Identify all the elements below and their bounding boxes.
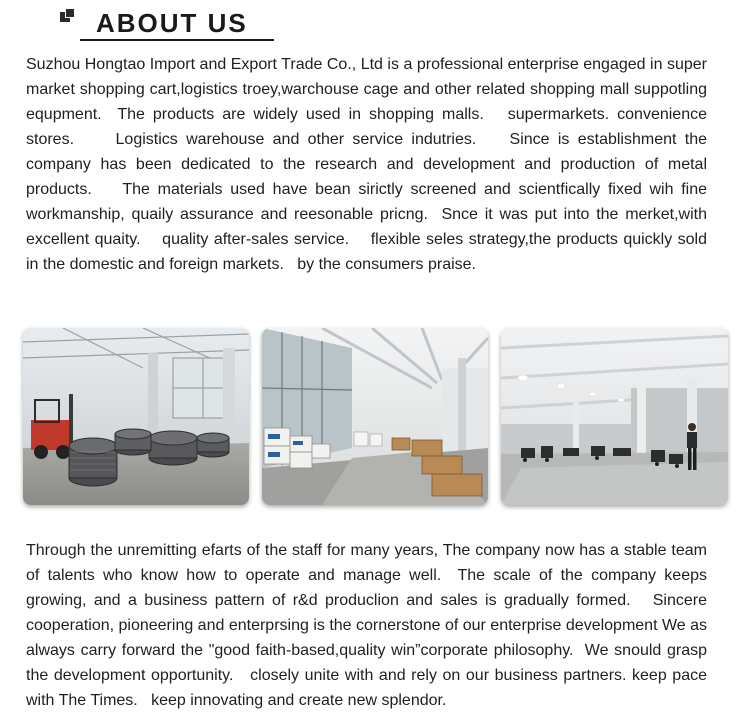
cartons-warehouse-photo: [262, 328, 488, 505]
trolleys-warehouse-photo: [501, 328, 728, 505]
intro-paragraph: Suzhou Hongtao Import and Export Trade Co., Ltd is a professional enterprise engaged in super market shopping cart,logistics troey,warchouse cage and other related shopping mall suppotling equpment. The products are widely used in shopping malls. supermarkets. convenience stores. Logistics warehouse and other service indutries. Since is establishment the company has been dedicated to the research and development and production of metal products. The materials used have bean sirictly screened and scientfically fixed wih fine workmanship, quaily assurance and reesonable pricng. Snce it was put into the merket,with excellent quaity. quality after-sales service. flexible seles strategy,the products quickly sold in the domestic and foreign markets. by the consumers praise.: [26, 56, 712, 273]
title-underline: [80, 39, 274, 41]
section-header: [60, 6, 275, 42]
square-stack-icon: [60, 8, 76, 24]
page-title: ABOUT US: [96, 8, 248, 38]
wire-coils-warehouse-photo: [23, 328, 249, 505]
closing-paragraph: Through the unremitting efarts of the staff for many years, The company now has a stable team of talents who know how to operate and manage well. The scale of the company keeps growing, and a business pattern of r&d produclion and sales is gradually formed. Sincere cooperation, pioneering and enterprsing is the cornerstone of our enterprise development We as always carry forward the "good faith-based,quality win”corporate philosophy. We snould grasp the development opportunity. closely unite with and rely on our business partners. keep pace with The Times. keep innovating and create new splendor.: [26, 542, 712, 709]
